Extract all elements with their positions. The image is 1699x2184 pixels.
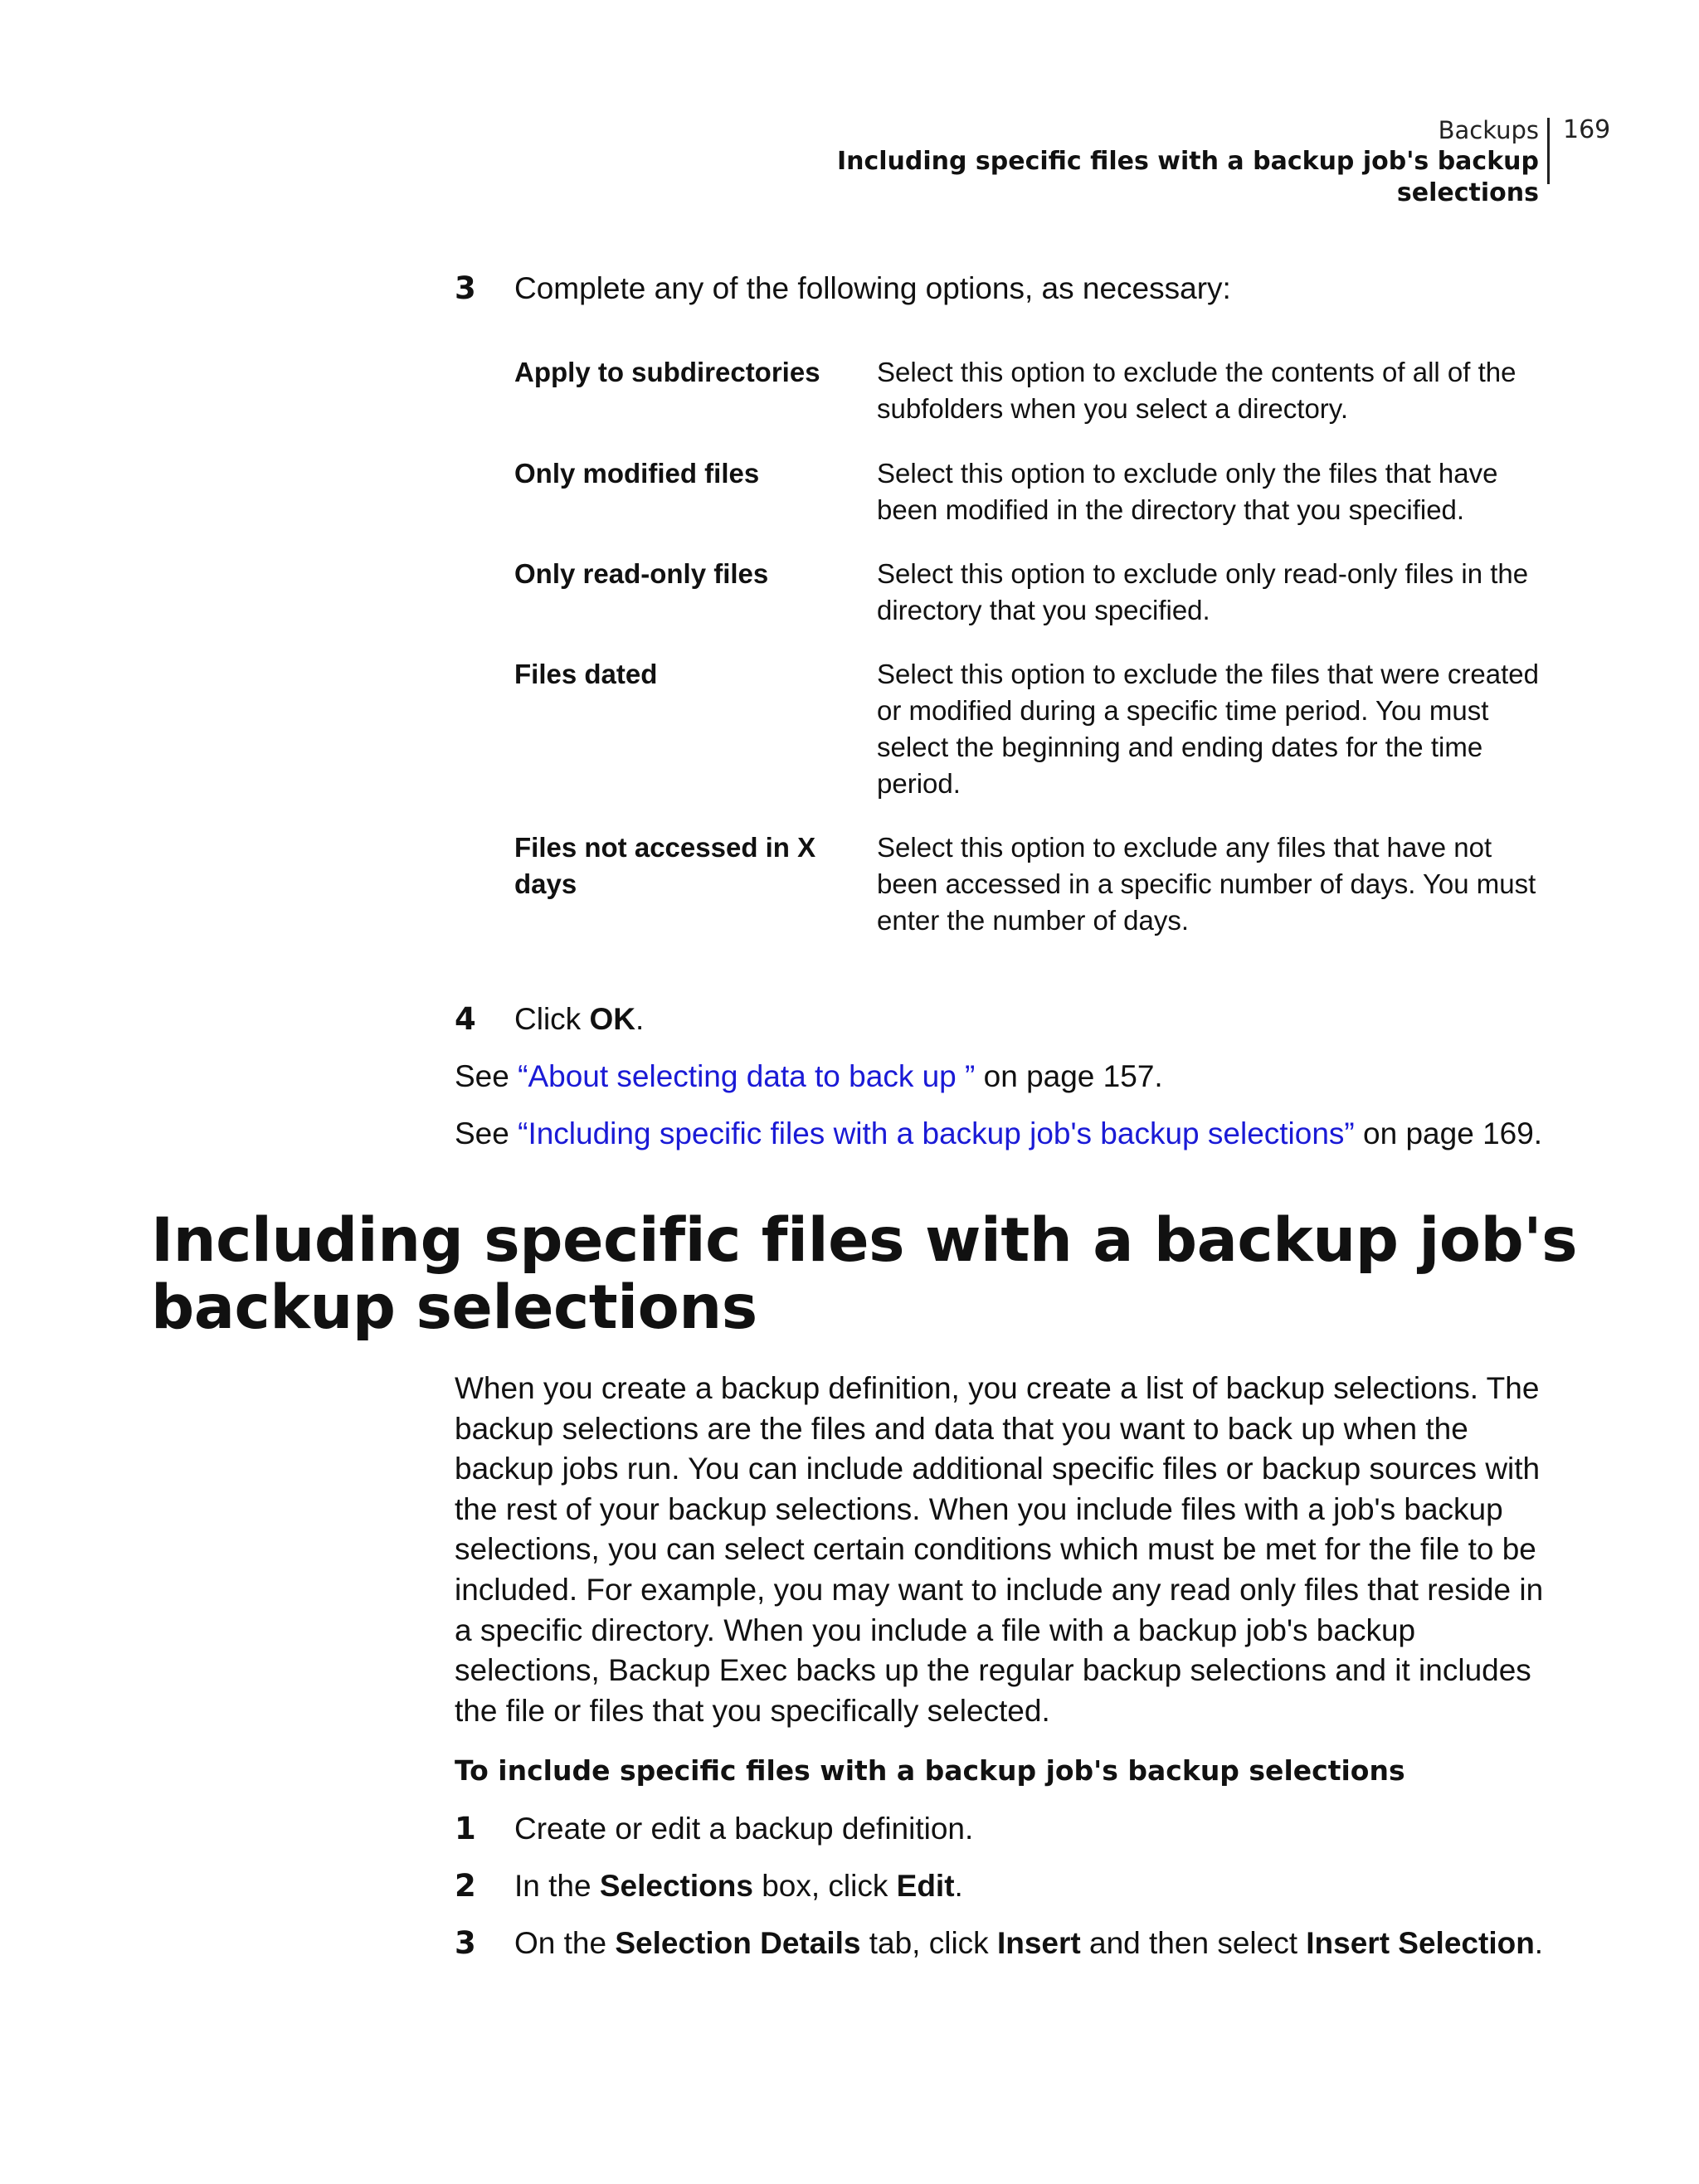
step-number: 3 xyxy=(455,270,476,306)
step-text-part: and then select xyxy=(1080,1926,1307,1960)
step-text: Complete any of the following options, as necessary: xyxy=(514,271,1231,305)
step-text-part: tab, click xyxy=(860,1926,997,1960)
insert-selection-menu-reference: Insert Selection xyxy=(1306,1926,1535,1960)
section-heading: Including specific files with a backup job's backup selections xyxy=(151,1205,1578,1343)
option-description: Select this option to exclude any files that have not been accessed in a specific number of days. You must enter the number of days. xyxy=(877,832,1536,936)
option-name: Files not accessed in X days xyxy=(514,832,816,899)
ok-button-reference: OK xyxy=(589,1002,635,1036)
see-also-line xyxy=(455,1058,1163,1096)
step-number: 4 xyxy=(455,1001,476,1037)
step-text-part: box, click xyxy=(752,1869,897,1903)
option-name: Files dated xyxy=(514,659,658,689)
running-header xyxy=(747,114,1539,209)
step-number: 3 xyxy=(455,1925,476,1961)
step-text xyxy=(514,1867,963,1905)
cross-reference-link[interactable]: “Including specific files with a backup job's backup selections” xyxy=(518,1116,1355,1150)
see-also-suffix: on page 169. xyxy=(1354,1116,1543,1150)
step-number: 2 xyxy=(455,1868,476,1904)
option-description: Select this option to exclude only read-only files in the directory that you specified. xyxy=(877,558,1529,625)
see-also-prefix: See xyxy=(455,1116,518,1150)
cross-reference-link[interactable]: “About selecting data to back up ” xyxy=(518,1059,976,1093)
edit-button-reference: Edit xyxy=(896,1869,955,1903)
step-text-part: . xyxy=(954,1869,963,1903)
option-name: Only read-only files xyxy=(514,558,769,589)
body-paragraph: When you create a backup definition, you create a list of backup selections. The backup selections are the files and data that you want to back up when the backup jobs run. You can include additional specific files or backup sources with the rest of your backup selections. When you include files with a job's backup selections, you can select certain conditions which must be met for the file to be included. For example, you may want to include any read only files that reside in a specific directory. When you include a file with a backup job's backup selections, Backup Exec backs up the regular backup selections and it includes the file or files that you specifically selected. xyxy=(455,1371,1544,1728)
step-text xyxy=(514,1000,644,1038)
step-text-part: . xyxy=(1534,1926,1544,1960)
see-also-prefix: See xyxy=(455,1059,518,1093)
see-also-line xyxy=(455,1115,1542,1153)
option-description: Select this option to exclude only the files that have been modified in the directory that you specified. xyxy=(877,458,1498,525)
insert-button-reference: Insert xyxy=(996,1926,1081,1960)
procedure-heading: To include specific files with a backup job's backup selections xyxy=(455,1754,1405,1787)
step-text-part: In the xyxy=(514,1869,600,1903)
page-number: 169 xyxy=(1563,115,1611,144)
step-text: Create or edit a backup definition. xyxy=(514,1812,974,1846)
selection-details-tab-reference: Selection Details xyxy=(615,1926,861,1960)
selections-box-reference: Selections xyxy=(599,1869,753,1903)
header-chapter-title: Including specific files with a backup job's backup selections xyxy=(836,147,1539,207)
header-section-name: Backups xyxy=(1438,116,1539,144)
option-description: Select this option to exclude the contents of all of the subfolders when you select a directory. xyxy=(877,357,1516,424)
step-text-part: . xyxy=(635,1002,645,1036)
option-description: Select this option to exclude the files that were created or modified during a specific time period. You must select the beginning and ending dates for the time period. xyxy=(877,659,1539,799)
header-divider xyxy=(1547,118,1550,184)
step-text xyxy=(514,1924,1543,1963)
option-name: Only modified files xyxy=(514,458,760,489)
step-text-part: Click xyxy=(514,1002,590,1036)
step-text-part: On the xyxy=(514,1926,616,1960)
step-number: 1 xyxy=(455,1811,476,1846)
see-also-suffix: on page 157. xyxy=(975,1059,1163,1093)
option-name: Apply to subdirectories xyxy=(514,357,820,387)
